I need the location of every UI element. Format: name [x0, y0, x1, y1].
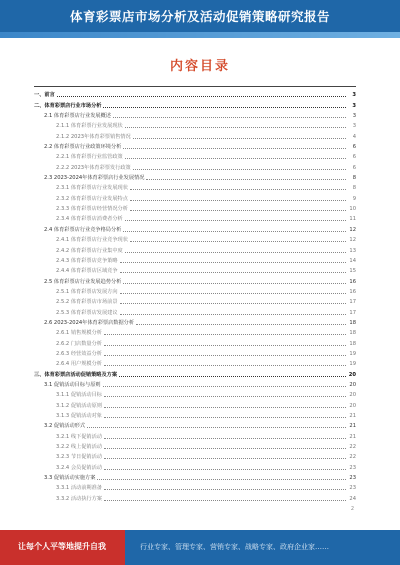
toc-entry-page: 18	[349, 319, 356, 326]
toc-entry[interactable]	[34, 481, 356, 491]
toc-entry-page: 20	[349, 402, 356, 409]
toc-entry[interactable]	[34, 326, 356, 336]
toc-entry-title: 一、前言	[34, 92, 55, 99]
toc-entry-page: 13	[349, 247, 356, 254]
toc-leader-dots	[104, 407, 346, 408]
toc-entry[interactable]	[34, 285, 356, 295]
toc-leader-dots	[97, 479, 346, 480]
toc-leader-dots	[104, 469, 346, 470]
report-header	[0, 0, 400, 32]
toc-leader-dots	[146, 179, 346, 180]
toc-entry-page: 17	[349, 309, 356, 316]
toc-leader-dots	[120, 314, 346, 315]
toc-leader-dots	[104, 355, 346, 356]
toc-entry[interactable]	[34, 367, 356, 377]
toc-entry-page: 19	[349, 350, 356, 357]
toc-entry-title: 2.4.1 体育彩票店行业竞争现状	[56, 237, 128, 244]
toc-entry[interactable]	[34, 233, 356, 243]
toc-entry-page: 3	[352, 123, 356, 130]
toc-leader-dots	[130, 241, 346, 242]
toc-entry[interactable]	[34, 347, 356, 357]
toc-entry-page: 18	[349, 330, 356, 337]
toc-entry-page: 8	[352, 175, 356, 182]
toc-entry-page: 20	[348, 371, 356, 378]
toc-entry-title: 2.4.4 体育彩票店区域竞争	[56, 268, 118, 275]
toc-leader-dots	[104, 345, 346, 346]
toc-leader-dots	[119, 376, 346, 377]
toc-entry-title: 2.2.1 体育彩票行业监管政策	[56, 154, 123, 161]
toc-leader-dots	[120, 303, 346, 304]
toc-entry-title: 二、体育彩票店行业市场分析	[34, 102, 102, 109]
toc-entry[interactable]	[34, 212, 356, 222]
toc-leader-dots	[136, 324, 346, 325]
toc-entry[interactable]	[34, 181, 356, 191]
toc-entry[interactable]	[34, 471, 356, 481]
toc-leader-dots	[125, 252, 346, 253]
toc-leader-dots	[125, 158, 346, 159]
toc-entry[interactable]	[34, 98, 356, 108]
toc-entry-page: 17	[349, 299, 356, 306]
toc-entry[interactable]	[34, 398, 356, 408]
toc-entry[interactable]	[34, 150, 356, 160]
toc-entry[interactable]	[34, 171, 356, 181]
toc-entry-title: 2.3.1 体育彩票店行业发展现状	[56, 185, 128, 192]
toc-entry[interactable]	[34, 295, 356, 305]
toc-entry-page: 21	[349, 423, 356, 430]
toc-entry-page: 16	[349, 288, 356, 295]
toc-entry-page: 3	[352, 92, 356, 99]
toc-entry[interactable]	[34, 109, 356, 119]
toc-entry[interactable]	[34, 243, 356, 253]
toc-entry[interactable]	[34, 160, 356, 170]
toc-entry[interactable]	[34, 429, 356, 439]
toc-entry-title: 3.2 促销活动形式	[44, 423, 86, 430]
toc-entry-title: 2.4.2 体育彩票店行业集中度	[56, 247, 123, 254]
toc-entry[interactable]	[34, 140, 356, 150]
header-accent-band	[0, 32, 400, 38]
report-title: 体育彩票店市场分析及活动促销策略研究报告	[69, 9, 330, 24]
toc-leader-dots	[104, 448, 346, 449]
toc-leader-dots	[120, 262, 346, 263]
toc-divider	[34, 86, 356, 87]
toc-entry[interactable]	[34, 378, 356, 388]
toc-entry-page: 6	[352, 144, 356, 151]
toc-entry-page: 3	[352, 113, 356, 120]
toc-entry-title: 2.6.3 经营效益分析	[56, 350, 102, 357]
toc-entry-title: 2.3.4 体育彩票店消费者分析	[56, 216, 123, 223]
toc-entry-page: 15	[349, 268, 356, 275]
toc-entry-title: 2.3 2023-2024年体育彩票店行业发展情况	[44, 175, 145, 182]
toc-entry-page: 22	[349, 454, 356, 461]
toc-entry-title: 2.6.1 销售规模分析	[56, 330, 102, 337]
toc-leader-dots	[130, 189, 346, 190]
toc-entry-page: 9	[352, 195, 356, 202]
toc-entry[interactable]	[34, 274, 356, 284]
toc-leader-dots	[113, 117, 346, 118]
toc-entry-page: 4	[352, 133, 356, 140]
toc-entry-title: 2.4 体育彩票店行业竞争格局分析	[44, 226, 122, 233]
toc-entry-title: 2.6 2023-2024年体育彩票店数据分析	[44, 319, 135, 326]
toc-entry-title: 三、体育彩票店活动促销策略及方案	[34, 371, 118, 378]
toc-entry[interactable]	[34, 129, 356, 139]
toc-leader-dots	[104, 334, 346, 335]
toc-entry-title: 2.3.3 体育彩票店经营情况分析	[56, 206, 128, 213]
toc-entry-page: 16	[349, 278, 356, 285]
toc-leader-dots	[125, 127, 346, 128]
toc-entry-page: 8	[352, 185, 356, 192]
toc-entry-title: 3.3.1 活动前期准备	[56, 485, 102, 492]
toc-leader-dots	[123, 148, 346, 149]
toc-entry-title: 3.2.4 会员促销活动	[56, 464, 102, 471]
toc-entry-title: 2.6.4 用户规模分析	[56, 361, 102, 368]
toc-leader-dots	[57, 96, 346, 97]
toc-entry-page: 19	[349, 361, 356, 368]
toc-entry-title: 2.1.1 体育彩票行业发展现状	[56, 123, 123, 130]
toc-entry-page: 23	[349, 464, 356, 471]
toc-entry-title: 2.5.1 体育彩票店发展方向	[56, 288, 118, 295]
toc-entry-title: 3.2.3 节日促销活动	[56, 454, 102, 461]
toc-entry[interactable]	[34, 88, 356, 98]
toc-entry-title: 2.5 体育彩票店行业发展趋势分析	[44, 278, 122, 285]
toc-entry[interactable]	[34, 254, 356, 264]
toc-entry[interactable]	[34, 440, 356, 450]
toc-leader-dots	[104, 396, 346, 397]
toc-entry[interactable]	[34, 491, 356, 501]
toc-leader-dots	[104, 489, 346, 490]
toc-entry[interactable]	[34, 450, 356, 460]
toc-heading: 内容目录	[169, 59, 230, 74]
toc-leader-dots	[104, 500, 346, 501]
toc-entry[interactable]	[34, 336, 356, 346]
toc-entry-title: 3.1.3 促销活动对象	[56, 413, 102, 419]
toc-entry-page: 23	[349, 485, 356, 492]
toc-entry-title: 2.2 体育彩票店行业政策环境分析	[44, 144, 122, 151]
toc-leader-dots	[120, 272, 346, 273]
toc-leader-dots	[104, 458, 346, 459]
toc-leader-dots	[103, 107, 346, 108]
page-mark: 2	[350, 506, 354, 512]
toc-entry[interactable]	[34, 222, 356, 232]
toc-entry[interactable]	[34, 419, 356, 429]
toc-entry-page: 23	[349, 475, 356, 482]
toc-entry-page: 14	[349, 257, 356, 264]
toc-entry-page: 10	[349, 206, 356, 213]
toc-entry[interactable]	[34, 409, 356, 419]
toc-entry-title: 3.3 促销活动实施方案	[44, 475, 96, 482]
toc-entry-title: 3.1 促销活动目标与原则	[44, 381, 101, 388]
toc-entry-title: 2.5.3 体育彩票店发展建议	[56, 309, 118, 316]
toc-entry-title: 3.2.2 线上促销活动	[56, 444, 102, 451]
toc-entry[interactable]	[34, 460, 356, 470]
toc-entry-page: 20	[349, 381, 356, 388]
toc-entry[interactable]	[34, 202, 356, 212]
toc-entry[interactable]	[34, 388, 356, 398]
toc-leader-dots	[103, 386, 346, 387]
toc-entry[interactable]	[34, 191, 356, 201]
toc-leader-dots	[87, 427, 346, 428]
toc-entry-title: 3.2.1 线下促销活动	[56, 433, 102, 440]
toc-leader-dots	[120, 293, 346, 294]
toc-leader-dots	[123, 283, 346, 284]
toc-leader-dots	[130, 210, 346, 211]
toc-leader-dots	[104, 438, 346, 439]
toc-entry-page: 6	[352, 154, 356, 161]
toc-entry-page: 22	[349, 444, 356, 451]
toc-entry-title: 2.4.3 体育彩票店竞争策略	[56, 257, 118, 264]
toc-leader-dots	[104, 365, 346, 366]
toc-entry-title: 3.3.2 活动执行方案	[56, 495, 102, 502]
toc-entry-title: 2.6.2 门店数量分析	[56, 340, 102, 347]
toc-entry-page: 12	[349, 237, 356, 244]
toc-entry-title: 3.1.1 促销活动目标	[56, 392, 102, 399]
footer-slogan: 让每个人平等地提升自我	[18, 542, 106, 551]
table-of-contents	[34, 88, 356, 502]
toc-leader-dots	[133, 169, 346, 170]
toc-leader-dots	[133, 138, 346, 139]
footer-tagline: 行业专家、管理专家、营销专家、战略专家、政府企业家……	[140, 543, 329, 551]
toc-leader-dots	[104, 417, 346, 418]
toc-entry[interactable]	[34, 264, 356, 274]
toc-entry[interactable]	[34, 316, 356, 326]
toc-entry-title: 3.1.2 促销活动原则	[56, 402, 102, 409]
toc-entry[interactable]	[34, 119, 356, 129]
toc-leader-dots	[123, 231, 346, 232]
toc-leader-dots	[130, 200, 346, 201]
toc-leader-dots	[125, 220, 346, 221]
toc-entry-page: 21	[349, 413, 356, 419]
toc-entry-page: 11	[349, 216, 356, 223]
toc-entry[interactable]	[34, 305, 356, 315]
toc-entry-title: 2.5.2 体育彩票店市场前景	[56, 299, 118, 306]
toc-entry[interactable]	[34, 357, 356, 367]
toc-entry-page: 20	[349, 392, 356, 399]
toc-entry-page: 12	[349, 226, 356, 233]
toc-entry-page: 6	[352, 164, 356, 171]
toc-entry-title: 2.1 体育彩票店行业发展概述	[44, 113, 111, 120]
toc-entry-page: 21	[349, 433, 356, 440]
toc-entry-title: 2.2.2 2023年体育彩票发行政策	[56, 164, 131, 171]
toc-entry-page: 24	[349, 495, 356, 502]
toc-entry-title: 2.1.2 2023年体育彩票销售情况	[56, 133, 131, 140]
toc-entry-title: 2.3.2 体育彩票店行业发展特点	[56, 195, 128, 202]
toc-entry-page: 3	[352, 102, 356, 109]
toc-entry-page: 18	[349, 340, 356, 347]
